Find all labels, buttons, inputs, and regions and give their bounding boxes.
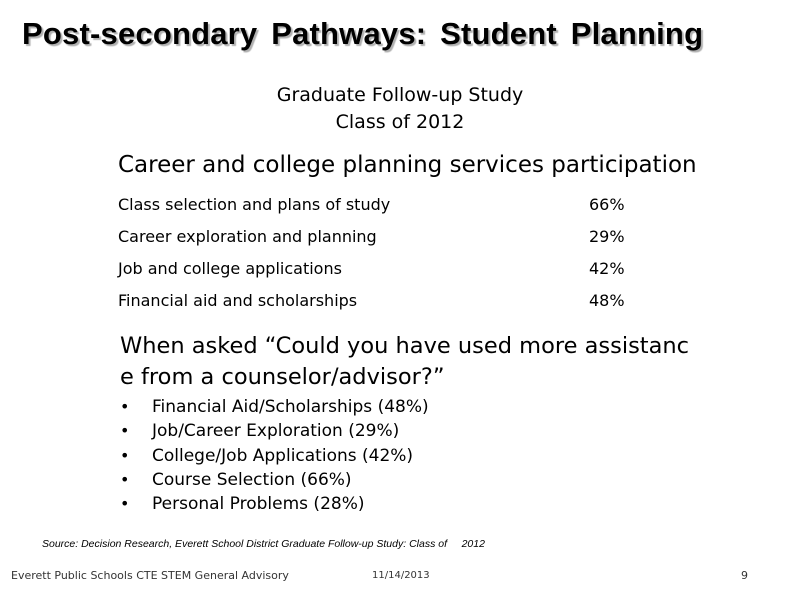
services-heading: Career and college planning services participation <box>118 152 697 178</box>
list-item-text: Job/Career Exploration (29%) <box>152 421 400 442</box>
service-row <box>118 259 628 283</box>
bullet-icon: • <box>120 494 130 514</box>
service-value: 42% <box>589 259 625 278</box>
list-item-text: Financial Aid/Scholarships (48%) <box>152 397 429 417</box>
service-label: Career exploration and planning <box>118 227 377 246</box>
service-label: Job and college applications <box>118 259 342 278</box>
list-item <box>120 444 429 468</box>
bullet-icon: • <box>120 397 130 416</box>
question-line: When asked “Could you have used more assistanc <box>120 333 690 359</box>
bullet-icon: • <box>120 469 130 489</box>
list-item <box>120 492 429 516</box>
list-item-text: College/Job Applications (42%) <box>152 445 414 466</box>
footer-date: 11/14/2013 <box>372 570 430 581</box>
study-title: Graduate Follow-up Study <box>276 84 524 106</box>
list-item <box>120 468 429 492</box>
assistance-list <box>120 395 429 516</box>
service-row <box>118 291 628 315</box>
service-value: 66% <box>589 195 625 214</box>
counselor-question <box>120 331 700 393</box>
list-item <box>120 419 429 443</box>
bullet-icon: • <box>120 445 130 465</box>
service-row <box>118 195 628 219</box>
service-row <box>118 227 628 251</box>
footer-organization: Everett Public Schools CTE STEM General Advisory <box>11 569 289 582</box>
bullet-icon: • <box>120 421 130 441</box>
study-subtitle: Class of 2012 <box>335 111 465 133</box>
service-label: Class selection and plans of study <box>118 195 391 214</box>
page-number: 9 <box>741 569 748 582</box>
question-line: e from a counselor/advisor?” <box>120 364 445 390</box>
service-value: 29% <box>589 227 625 246</box>
source-citation: Source: Decision Research, Everett School District Graduate Follow-up Study: Class of 2012 <box>42 538 485 550</box>
list-item-text: Personal Problems (28%) <box>152 494 365 515</box>
slide-title: Post-secondary Pathways: Student Planning <box>22 16 704 51</box>
list-item <box>120 395 429 419</box>
service-value: 48% <box>589 291 625 310</box>
service-label: Financial aid and scholarships <box>118 291 358 310</box>
list-item-text: Course Selection (66%) <box>152 469 352 490</box>
